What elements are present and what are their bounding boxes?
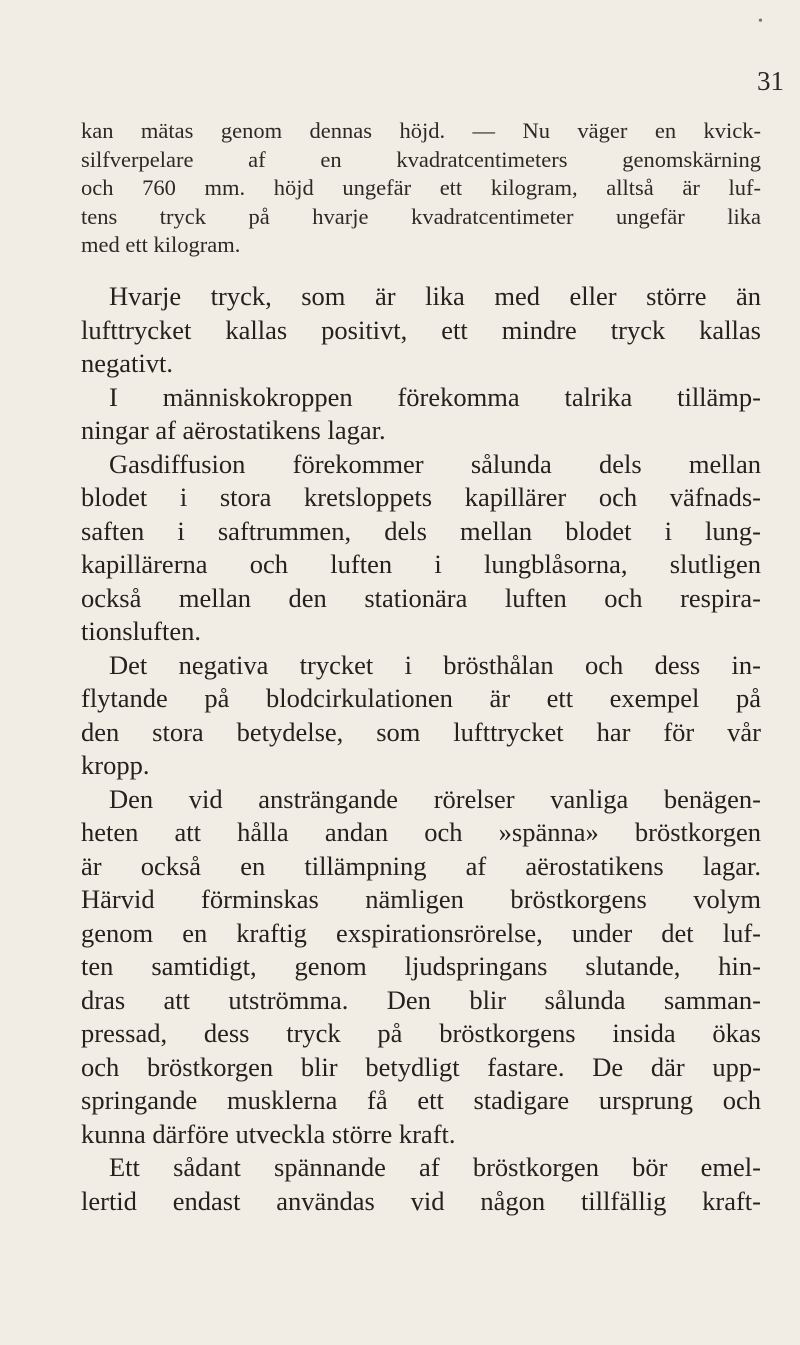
body-text — [81, 280, 761, 1218]
text-line: negativt. — [81, 348, 173, 378]
small-print-paragraph — [81, 117, 761, 260]
text-line: Hvarje tryck, som är lika med eller större än — [109, 281, 761, 311]
text-line: saften i saftrummen, dels mellan blodet i lung- — [81, 515, 761, 546]
text-line: pressad, dess tryck på bröstkorgens insida ökas — [81, 1018, 761, 1048]
text-line: flytande på blodcirkulationen är ett exempel på — [81, 683, 761, 713]
text-line: dras att utströmma. Den blir sålunda samman- — [81, 984, 761, 1015]
text-line: Härvid förminskas nämligen bröstkorgens volym — [81, 884, 761, 914]
text-line: lufttrycket kallas positivt, ett mindre tryck kallas — [81, 314, 761, 345]
text-line: genom en kraftig exspirationsrörelse, under det luf- — [81, 917, 761, 948]
text-line: är också en tillämpning af aërostatikens lagar. — [81, 850, 761, 881]
text-line: Gasdiffusion förekommer sålunda dels mellan — [109, 448, 761, 479]
text-line: Ett sådant spännande af bröstkorgen bör emel- — [109, 1152, 761, 1182]
text-line: kapillärerna och luften i lungblåsorna, slutligen — [81, 549, 761, 579]
text-line: kropp. — [81, 750, 150, 780]
text-line: blodet i stora kretsloppets kapillärer och väfnads- — [81, 482, 761, 512]
text-line: Den vid ansträngande rörelser vanliga benägen- — [109, 783, 761, 814]
text-line: silfverpelare af en kvadratcentimeters genomskärning — [81, 146, 761, 172]
text-line: och bröstkorgen blir betydligt fastare. De där upp- — [81, 1051, 761, 1082]
text-line: den stora betydelse, som lufttrycket har för vår — [81, 716, 761, 747]
text-line: kunna därföre utveckla större kraft. — [81, 1118, 456, 1149]
text-line: lertid endast användas vid någon tillfällig kraft- — [81, 1185, 761, 1216]
page-number: 31 — [757, 66, 784, 96]
text-line: tionsluften. — [81, 616, 201, 646]
text-line: springande musklerna få ett stadigare ursprung och — [81, 1085, 761, 1115]
text-line: kan mätas genom dennas höjd. — Nu väger en kvick- — [81, 118, 761, 143]
text-line: Det negativa trycket i brösthålan och dess in- — [109, 649, 761, 680]
text-line: med ett kilogram. — [81, 232, 241, 257]
print-mark: • — [758, 14, 763, 29]
text-line: heten att hålla andan och »spänna» bröstkorgen — [81, 817, 761, 847]
text-line: ningar af aërostatikens lagar. — [81, 415, 386, 445]
text-line: tens tryck på hvarje kvadratcentimeter ungefär lika — [81, 203, 761, 229]
text-line: också mellan den stationära luften och respira- — [81, 582, 761, 613]
text-line: ten samtidigt, genom ljudspringans slutande, hin- — [81, 951, 761, 981]
text-line: och 760 mm. höjd ungefär ett kilogram, alltså är luf- — [81, 175, 761, 200]
text-line: I människokroppen förekomma talrika tillämp- — [109, 381, 761, 412]
